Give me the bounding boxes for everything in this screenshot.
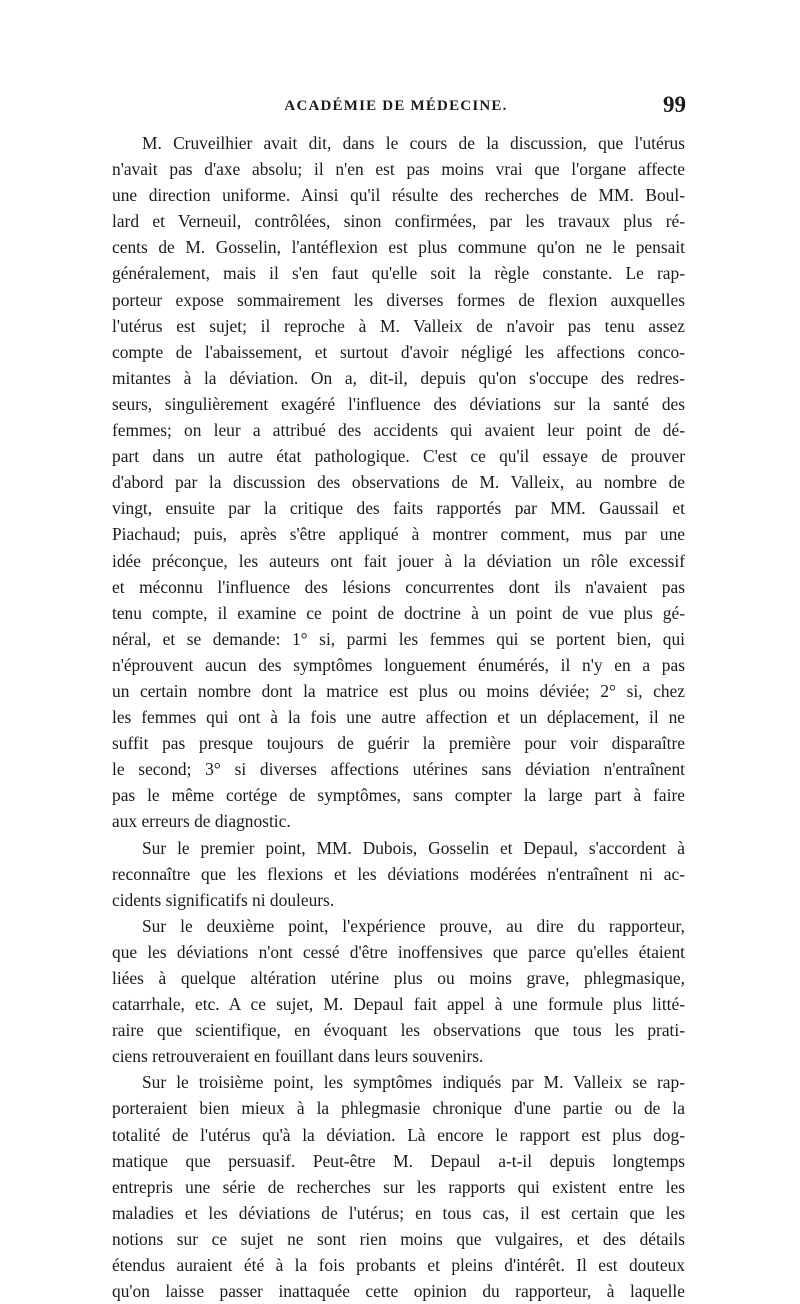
text-line: Piachaud; puis, après s'être appliqué à montrer comment, mus par une: [112, 524, 685, 545]
text-line: entrepris une série de recherches sur les rapports qui existent entre les: [112, 1176, 685, 1197]
text-line: Sur le troisième point, les symptômes indiqués par M. Valleix se rap-: [142, 1072, 685, 1093]
text-line: une direction uniforme. Ainsi qu'il résulte des recherches de MM. Boul-: [112, 185, 685, 206]
text-line: matique que persuasif. Peut-être M. Depaul a-t-il depuis longtemps: [112, 1150, 685, 1171]
text-line: totalité de l'utérus qu'à la déviation. Là encore le rapport est plus dog-: [112, 1124, 685, 1145]
text-line: vingt, ensuite par la critique des faits rapportés par MM. Gaussail et: [112, 498, 685, 519]
text-line: raire que scientifique, en évoquant les observations que tous les prati-: [112, 1020, 685, 1041]
text-line: Sur le premier point, MM. Dubois, Gosselin et Depaul, s'accordent à: [142, 837, 685, 858]
running-head: ACADÉMIE DE MÉDECINE.: [284, 98, 508, 114]
text-line: liées à quelque altération utérine plus ou moins grave, phlegmasique,: [112, 968, 685, 988]
text-line: n'avait pas d'axe absolu; il n'en est pas moins vrai que l'organe affecte: [112, 159, 685, 180]
body-text: [112, 130, 685, 1304]
text-line: Sur le deuxième point, l'expérience prouve, au dire du rapporteur,: [142, 915, 685, 936]
text-line: qu'on laisse passer inattaquée cette opinion du rapporteur, à laquelle: [112, 1281, 685, 1302]
text-line: lard et Verneuil, contrôlées, sinon confirmées, par les travaux plus ré-: [112, 211, 685, 232]
text-line: part dans un autre état pathologique. C'est ce qu'il essaye de prouver: [112, 446, 685, 467]
text-line: mitantes à la déviation. On a, dit-il, depuis qu'on s'occupe des redres-: [112, 367, 685, 388]
text-line: maladies et les déviations de l'utérus; en tous cas, il est certain que les: [112, 1202, 685, 1223]
text-line: et méconnu l'influence des lésions concurrentes dont ils n'avaient pas: [112, 576, 685, 597]
text-line: suffit pas presque toujours de guérir la première pour voir disparaître: [112, 733, 685, 754]
text-line: cidents significatifs ni douleurs.: [112, 889, 335, 910]
text-line: que les déviations n'ont cessé d'être inoffensives que parce qu'elles étaient: [112, 941, 685, 962]
text-line: généralement, mais il s'en faut qu'elle soit la règle constante. Le rap-: [112, 263, 685, 284]
text-line: tenu compte, il examine ce point de doctrine à un point de vue plus gé-: [112, 602, 685, 623]
text-line: notions sur ce sujet ne sont rien moins que vulgaires, et des détails: [112, 1228, 685, 1249]
text-line: aux erreurs de diagnostic.: [112, 811, 291, 832]
text-line: un certain nombre dont la matrice est plus ou moins déviée; 2° si, chez: [112, 680, 685, 701]
page-number: 99: [663, 92, 686, 117]
text-line: l'utérus est sujet; il reproche à M. Valleix de n'avoir pas tenu assez: [112, 315, 685, 336]
text-line: le second; 3° si diverses affections utérines sans déviation n'entraînent: [112, 759, 685, 780]
text-line: ciens retrouveraient en fouillant dans leurs souvenirs.: [112, 1046, 484, 1067]
text-line: n'éprouvent aucun des symptômes longuement énumérés, il n'y en a pas: [112, 654, 685, 675]
text-line: étendus auraient été à la fois probants et pleins d'intérêt. Il est douteux: [112, 1255, 685, 1276]
text-line: néral, et se demande: 1° si, parmi les femmes qui se portent bien, qui: [112, 628, 685, 649]
text-line: seurs, singulièrement exagéré l'influence des déviations sur la santé des: [112, 393, 685, 414]
text-line: pas le même cortége de symptômes, sans compter la large part à faire: [112, 785, 685, 806]
text-line: les femmes qui ont à la fois une autre affection et un déplacement, il ne: [112, 707, 685, 728]
text-line: reconnaître que les flexions et les déviations modérées n'entraînent ni ac-: [112, 863, 685, 884]
page-header: [112, 92, 686, 128]
text-line: porteraient bien mieux à la phlegmasie chronique d'une partie ou de la: [112, 1098, 685, 1119]
text-line: cents de M. Gosselin, l'antéflexion est plus commune qu'on ne le pensait: [112, 237, 685, 258]
text-line: idée préconçue, les auteurs ont fait jouer à la déviation un rôle excessif: [112, 550, 685, 571]
text-line: d'abord par la discussion des observations de M. Valleix, au nombre de: [112, 472, 685, 493]
text-line: porteur expose sommairement les diverses formes de flexion auxquelles: [112, 289, 685, 310]
text-line: M. Cruveilhier avait dit, dans le cours de la discussion, que l'utérus: [142, 133, 685, 153]
text-line: catarrhale, etc. A ce sujet, M. Depaul fait appel à une formule plus litté-: [112, 994, 685, 1015]
text-line: femmes; on leur a attribué des accidents qui avaient leur point de dé-: [112, 420, 685, 441]
text-line: compte de l'abaissement, et surtout d'avoir négligé les affections conco-: [112, 341, 685, 362]
